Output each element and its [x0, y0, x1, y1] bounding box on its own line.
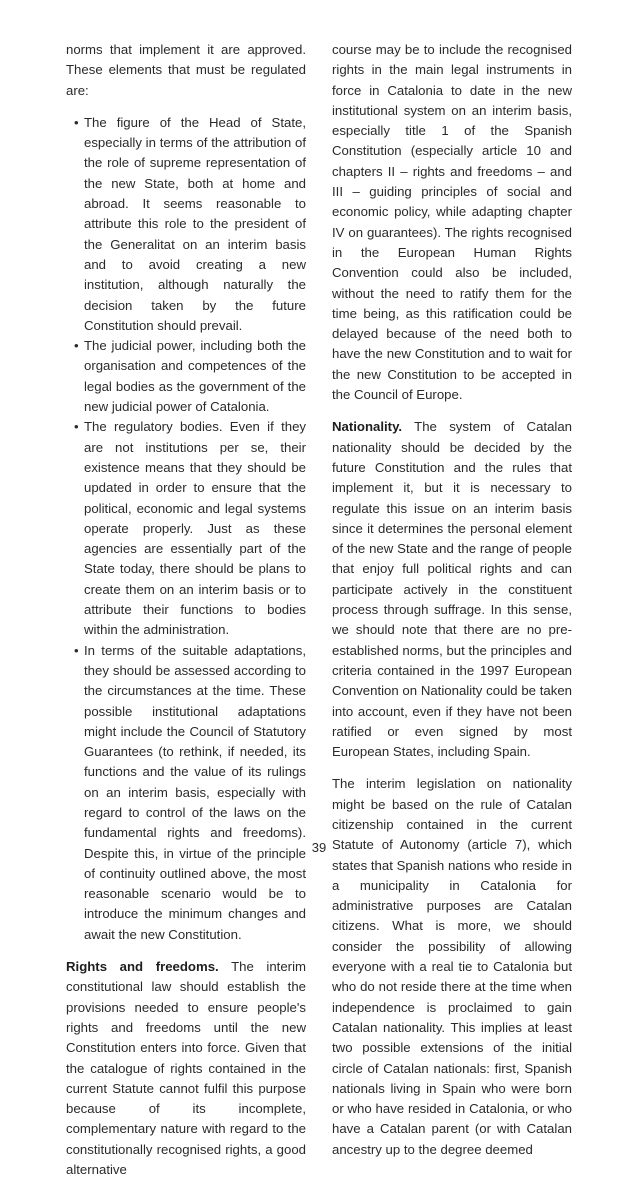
nationality-text: The system of Catalan nationality should be decided by the future Constitution and the rules that implement it, but it is necessary to regulate this issue on an interim basis since it determines the personal element of the new State and the range of people that enjoy full political rights and can participate actively in the constituent process through suffrage. In this sense, we should note that there are no pre-established norms, but the principles and criteria contained in the 1997 European Convention on Nationality could be taken into account, even if they have not been ratified or even signed by most European States, including Spain. [332, 419, 572, 760]
list-item-text: In terms of the suitable adaptations, they should be assessed according to the circumstances at the time. These possible institutional adaptations might include the Council of Statutory Guarantees (to rethink, if needed, its functions and the value of its rulings on an interim basis, especially with regard to control of the laws on the fundamental rights and freedoms). Despite this, in virtue of the principle of continuity outlined above, the most reasonable scenario would be to introduce the minimum changes and await the new Constitution. [84, 642, 306, 942]
rights-text: The interim constitutional law should establish the provisions needed to ensure people's rights and freedoms until the new Constitution enters into force. Given that the catalogue of rights contained in the current Statute cannot fulfil this purpose because of its incomplete, complementary nature with regard to the constitutionally recognised rights, a good alternative [66, 959, 306, 1178]
list-item [66, 113, 306, 336]
bullet-icon: • [74, 114, 79, 130]
nationality-paragraph [332, 417, 572, 762]
list-item [66, 336, 306, 417]
list-item [66, 417, 306, 640]
list-item-text: The judicial power, including both the organisation and competences of the legal bodies as the government of the new judicial power of Catalonia. [84, 338, 306, 415]
continuation-paragraph: course may be to include the recognised rights in the main legal instruments in force in Catalonia to date in the new institutional system on an interim basis, especially title 1 of the Spanish Constitution (especially article 10 and chapters II – rights and freedoms – and III – guiding principles of social and economic policy, while adapting chapter IV on guarantees). The rights recognised in the European Human Rights Convention could also be included, without the need to ratify them for the time being, as this ratification could be delayed because of the need both to have the new Constitution and to wait for the new Constitution to be accepted in the Council of Europe. [332, 42, 572, 403]
bullet-icon: • [74, 642, 79, 658]
regulated-elements-list [66, 113, 306, 945]
list-item-text: The regulatory bodies. Even if they are not institutions per se, their existence means that they should be updated in order to ensure that the political, economic and legal systems operate properly. Just as these agencies are essentially part of the State today, there should be plans to create them on an interim basis or to attribute their functions to bodies within the administration. [84, 419, 306, 638]
intro-paragraph: norms that implement it are approved. These elements that must be regulated are: [66, 42, 306, 98]
right-column [332, 40, 572, 1160]
list-item-text: The figure of the Head of State, especially in terms of the attribution of the role of supreme representation of the new State, both at home and abroad. It seems reasonable to attribute this role to the president of the Generalitat on an interim basis and to avoid creating a new institution, although naturally the decision taken by the future Constitution should prevail. [84, 114, 306, 333]
list-item [66, 641, 306, 945]
nationality-heading: Nationality. [332, 419, 403, 435]
page-number: 39 [311, 840, 327, 855]
left-column [66, 40, 306, 1180]
interim-legislation-paragraph: The interim legislation on nationality might be based on the rule of Catalan citizenship contained in the current Statute of Autonomy (article 7), which states that Spanish nations who reside in a municipality in Catalonia for administrative purposes are Catalan citizens. What is more, we should consider the possibility of allowing everyone with a real tie to Catalonia but who do not reside there at the time when independence is proclaimed to gain Catalan nationality. This implies at least two possible extensions of the initial circle of Catalan nationals: first, Spanish nationals living in Spain who were born or who have resided in Catalonia, or who have a Catalan parent (or with Catalan ancestry up to the degree deemed [332, 776, 572, 1157]
bullet-icon: • [74, 419, 79, 435]
bullet-icon: • [74, 338, 79, 354]
rights-paragraph [66, 957, 306, 1180]
rights-heading: Rights and freedoms. [66, 959, 219, 975]
